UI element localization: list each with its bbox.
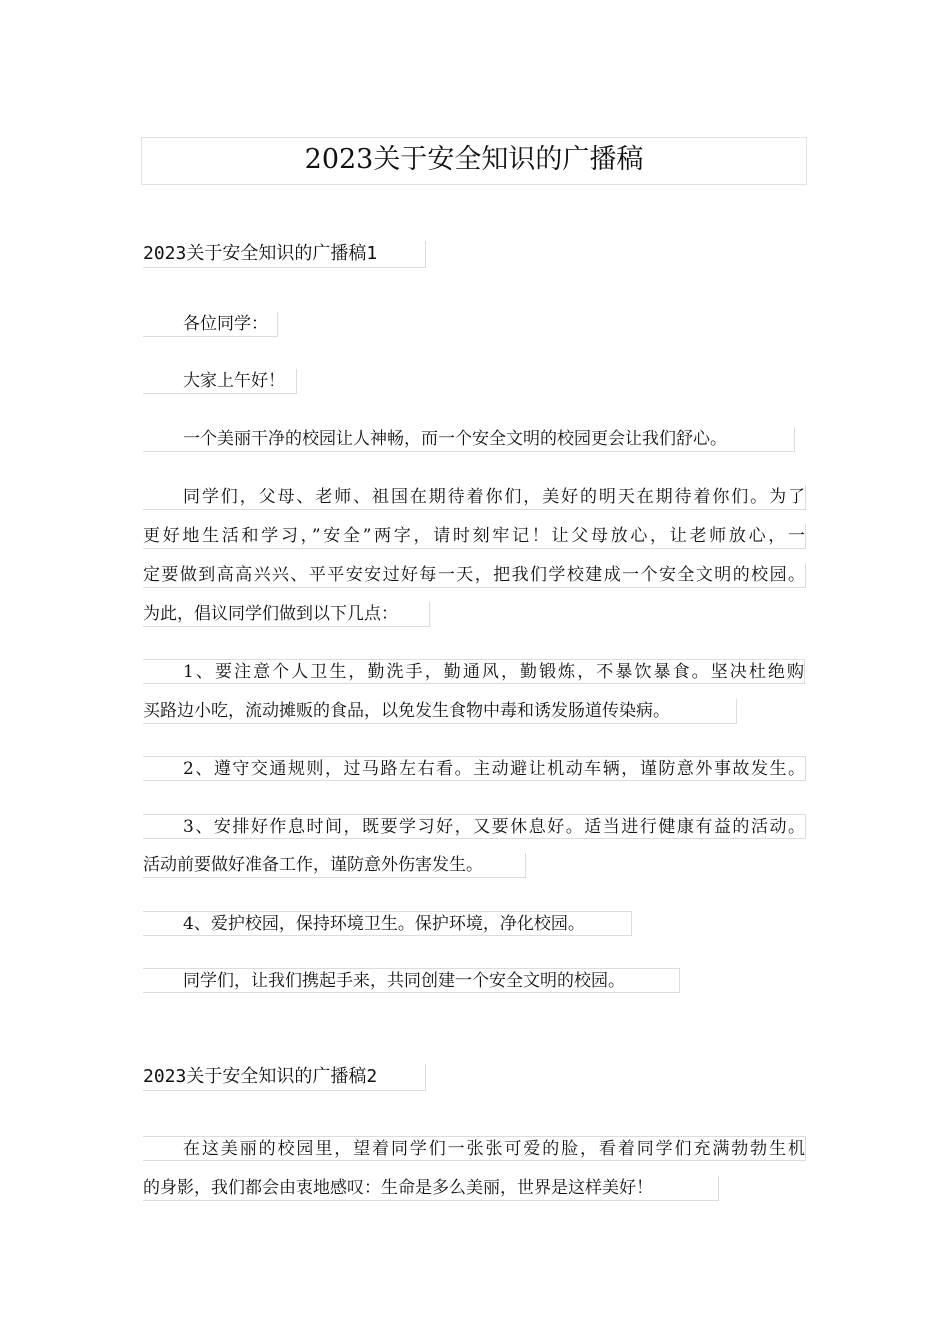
section-2-paragraph-line-1: 在这美丽的校园里，望着同学们一张张可爱的脸，看着同学们充满勃勃生机 <box>143 1136 806 1161</box>
item-1-line-1: 1、要注意个人卫生，勤洗手，勤通风，勤锻炼，不暴饮暴食。坚决杜绝购 <box>143 659 805 684</box>
hello-line: 大家上午好！ <box>143 369 297 394</box>
document-title: 2023关于安全知识的广播稿 <box>141 137 807 185</box>
closing-line: 同学们，让我们携起手来，共同创建一个安全文明的校园。 <box>143 968 680 993</box>
paragraph-1: 一个美丽干净的校园让人神畅，而一个安全文明的校园更会让我们舒心。 <box>143 427 795 452</box>
paragraph-2-line-3: 定要做到高高兴兴、平平安安过好每一天，把我们学校建成一个安全文明的校园。 <box>143 563 806 588</box>
greeting-line: 各位同学： <box>143 312 278 337</box>
paragraph-2-line-1: 同学们，父母、老师、祖国在期待着你们，美好的明天在期待着你们。为了 <box>143 485 806 510</box>
item-1-line-2: 买路边小吃，流动摊贩的食品，以免发生食物中毒和诱发肠道传染病。 <box>143 699 737 724</box>
item-3-line-1: 3、安排好作息时间，既要学习好，又要休息好。适当进行健康有益的活动。 <box>143 814 806 839</box>
section-2-paragraph-line-2: 的身影，我们都会由衷地感叹：生命是多么美丽，世界是这样美好！ <box>143 1176 719 1201</box>
item-2: 2、遵守交通规则，过马路左右看。主动避让机动车辆，谨防意外事故发生。 <box>143 756 806 781</box>
paragraph-2-line-4: 为此，倡议同学们做到以下几点： <box>143 602 430 627</box>
item-4: 4、爱护校园，保持环境卫生。保护环境，净化校园。 <box>143 911 632 936</box>
paragraph-2-line-2: 更好地生活和学习，”安全”两字，请时刻牢记！让父母放心，让老师放心，一 <box>143 524 806 549</box>
section-2-heading: 2023关于安全知识的广播稿2 <box>143 1064 426 1091</box>
section-1-heading: 2023关于安全知识的广播稿1 <box>143 241 426 268</box>
item-3-line-2: 活动前要做好准备工作，谨防意外伤害发生。 <box>143 853 526 878</box>
